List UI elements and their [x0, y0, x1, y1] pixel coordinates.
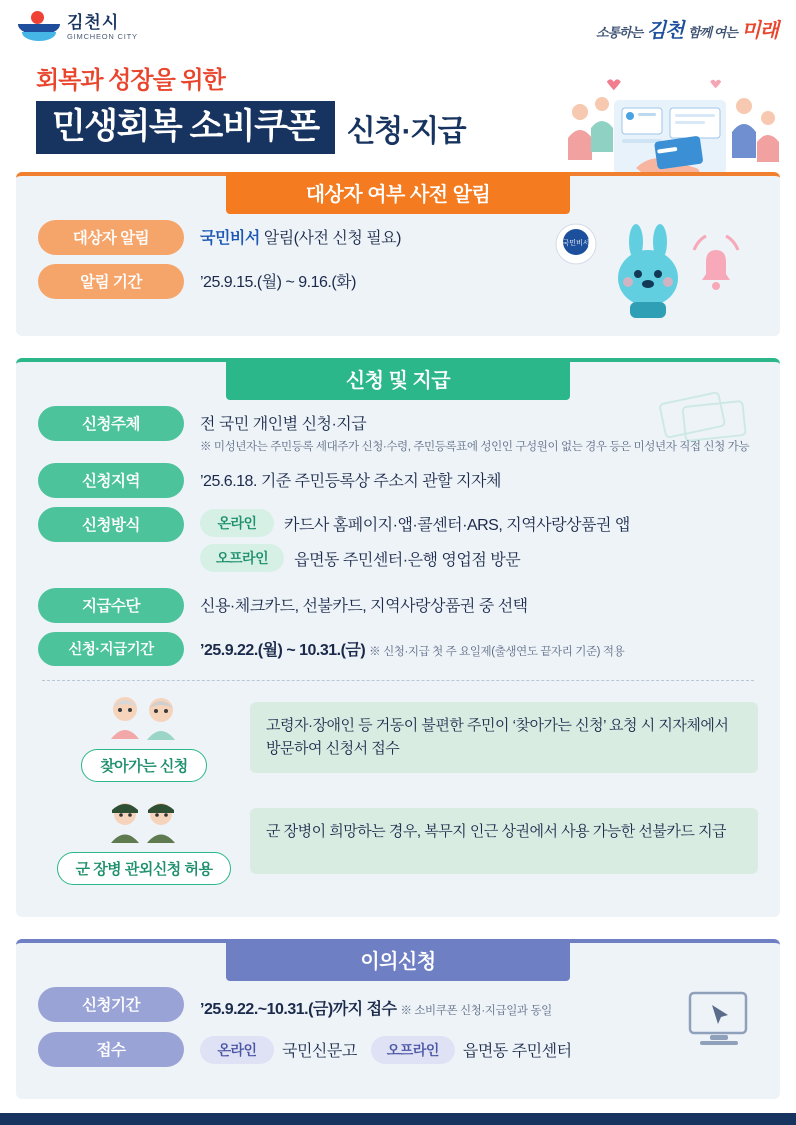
soldiers-icon	[89, 796, 199, 844]
slogan-part-3: 함께 여는	[687, 25, 737, 40]
section-objection-banner: 이의신청	[226, 939, 570, 981]
value-notice-period: ’25.9.15.(월) ~ 9.16.(화)	[200, 274, 356, 291]
section-prenotice	[16, 172, 780, 336]
section-apply	[16, 358, 780, 917]
extra-text-visit: 고령자·장애인 등 거동이 불편한 주민이 ‘찾아가는 신청’ 요청 시 지자체에서 방문하여 신청서 접수	[250, 702, 758, 773]
page-title-suffix: 신청·지급	[346, 114, 466, 148]
title-subtitle: 회복과 성장을 위한	[36, 67, 225, 94]
value-objection-period-date: ’25.9.22.~10.31.(금)까지 접수	[200, 1000, 397, 1018]
footer-bar	[0, 1113, 796, 1125]
city-slogan	[596, 10, 778, 43]
method-online	[200, 509, 630, 537]
tag-objection-offline: 오프라인	[371, 1036, 455, 1064]
city-name-kr: 김천시	[67, 13, 120, 32]
label-applicant: 신청주체	[38, 406, 184, 441]
page-header	[0, 0, 796, 58]
label-notice-period: 알림 기간	[38, 264, 184, 299]
table-row	[38, 588, 758, 623]
table-row	[38, 987, 758, 1022]
table-row	[38, 632, 758, 666]
table-row-method	[38, 507, 758, 579]
text-objection-offline: 읍면동 주민센터	[462, 1043, 572, 1060]
city-name-en: GIMCHEON CITY	[67, 32, 138, 41]
extra-text-soldier: 군 장병이 희망하는 경우, 복무지 인근 상권에서 사용 가능한 선불카드 지급	[250, 808, 758, 874]
elderly-couple-icon	[89, 693, 199, 741]
section-objection	[16, 939, 780, 1099]
gimcheon-logo-icon	[18, 10, 60, 44]
table-row	[38, 1032, 758, 1067]
city-logo	[18, 10, 138, 44]
value-target-notice-strong: 국민비서	[200, 230, 260, 247]
section-prenotice-banner: 대상자 여부 사전 알림	[226, 172, 570, 214]
label-payment-method: 지급수단	[38, 588, 184, 623]
value-payment-method: 신용·체크카드, 선불카드, 지역사랑상품권 중 선택	[200, 598, 528, 615]
value-target-notice-rest: 알림(사전 신청 필요)	[259, 230, 401, 247]
extra-label-soldier: 군 장병 관외신청 허용	[57, 852, 232, 885]
slogan-part-1: 소통하는	[595, 25, 643, 40]
table-row	[38, 406, 758, 454]
value-apply-period	[184, 632, 624, 660]
value-objection-period	[184, 991, 552, 1019]
extra-visit-apply	[38, 693, 758, 782]
value-apply-period-date: ’25.9.22.(월) ~ 10.31.(금)	[200, 642, 366, 659]
label-target-notice: 대상자 알림	[38, 220, 184, 255]
label-region: 신청지역	[38, 463, 184, 498]
logo-text	[67, 13, 138, 41]
value-region: ’25.6.18. 기준 주민등록상 주소지 관할 지자체	[200, 473, 501, 490]
slogan-part-4: 미래	[741, 20, 778, 42]
slogan-part-2: 김천	[646, 20, 684, 42]
ticket-watermark-icon	[652, 384, 762, 444]
extra-soldier-left	[38, 796, 250, 885]
text-objection-online: 국민신문고	[282, 1043, 357, 1060]
divider	[42, 680, 754, 681]
note-applicant: ※ 미성년자는 주민등록 세대주가 신청·수령, 주민등록표에 성인인 구성원이 없는 경우 등은 미성년자 직접 신청 가능	[200, 441, 750, 453]
tag-objection-online: 온라인	[200, 1036, 274, 1064]
tag-offline: 오프라인	[200, 544, 284, 572]
value-applicant-text: 전 국민 개인별 신청·지급	[200, 416, 367, 433]
section-apply-banner: 신청 및 지급	[226, 358, 570, 400]
extra-visit-left	[38, 693, 250, 782]
label-objection-receipt: 접수	[38, 1032, 184, 1067]
monitor-cursor-icon	[684, 989, 754, 1051]
label-method: 신청방식	[38, 507, 184, 542]
text-offline: 읍면동 주민센터·은행 영업점 방문	[294, 551, 521, 569]
badge-label: 국민비서	[562, 240, 590, 247]
label-apply-period: 신청·지급기간	[38, 632, 184, 666]
note-apply-period: ※ 신청·지급 첫 주 요일제(출생연도 끝자리 기준) 적용	[369, 646, 625, 658]
table-row	[38, 463, 758, 498]
value-objection-receipt	[184, 1036, 572, 1064]
label-objection-period: 신청기간	[38, 987, 184, 1022]
text-online: 카드사 홈페이지·앱·콜센터·ARS, 지역사랑상품권 앱	[284, 516, 630, 534]
page-title: 민생회복 소비쿠폰	[36, 101, 335, 154]
extra-label-visit: 찾아가는 신청	[81, 749, 207, 782]
tag-online: 온라인	[200, 509, 274, 537]
mascot-illustration	[544, 216, 754, 320]
note-objection-period: ※ 소비쿠폰 신청·지급일과 동일	[400, 1004, 552, 1017]
method-offline	[200, 544, 630, 572]
extra-soldier-apply	[38, 796, 758, 885]
value-target-notice	[184, 220, 401, 248]
